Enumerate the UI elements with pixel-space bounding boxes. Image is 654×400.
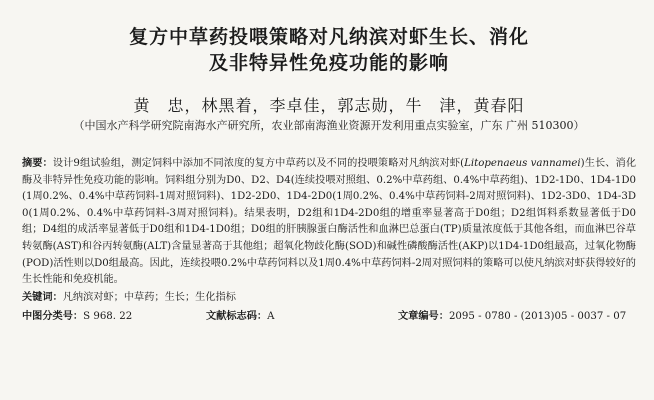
keywords — [22, 289, 636, 306]
abstract-label: 摘要： — [22, 158, 53, 169]
document-code — [206, 308, 398, 325]
clc-number — [22, 308, 206, 325]
metadata-row — [22, 308, 636, 325]
title-line-1: 复方中草药投喂策略对凡纳滨对虾生长、消化 — [128, 26, 529, 48]
abstract-text-1: 设计9组试验组，测定饲料中添加不同浓度的复方中草药以及不同的投喂策略对凡纳滨对虾( — [52, 158, 465, 169]
keywords-text: 凡纳滨对虾；中草药；生长；生化指标 — [62, 291, 236, 303]
article-number-value: 2095 - 0780 - (2013)05 - 0037 - 07 — [448, 310, 627, 322]
article-number — [398, 308, 636, 325]
clc-label: 中图分类号： — [22, 310, 84, 322]
clc-value: S 968. 22 — [83, 310, 133, 322]
doc-code-label: 文献标志码： — [206, 310, 268, 322]
abstract-latin-name: Litopenaeus vannamei — [464, 158, 581, 169]
affiliation: （中国水产科学研究院南海水产研究所，农业部南海渔业资源开发利用重点实验室，广东 广州 510300） — [73, 119, 585, 132]
title-line-2: 及非特异性免疫功能的影响 — [208, 52, 449, 74]
abstract — [22, 156, 636, 289]
abstract-text-2: )生长、消化酶及非特异性免疫功能的影响。饲料组分别为D0、D2、D4(连续投喂对照组、0.2%中草药组、0.4%中草药组)、1D2-1D0、1D4-1D0(1周0.2%、0.4%中草药饲料-1周对照饲料)、1D2-2D0、1D4-2D0(1周0.2%、0.4%中草药饲料-2周对照饲料)、1D2-3D0、1D4-3D0(1周0.2%、0.4%中草药饲料-3周对照饲料)。结果表明，D2组和1D4-2D0组的增重率显著高于D0组；D2组饵料系数显著低于D0组；D4组的成活率显著低于D0组和1D4-1D0组；D0组的肝胰腺蛋白酶活性和血淋巴总蛋白(TP)质量浓度低于其他各组，而血淋巴谷草转氨酶(AST)和谷丙转氨酶(ALT)含量显著高于其他组；超氧化物歧化酶(SOD)和碱性磷酸酶活性(AKP)以1D4-1D0组最高，过氧化物酶(POD)活性则以D0组最高。因此，连续投喂0.2%中草药饲料以及1周0.4%中草药饲料-2周对照饲料的策略可以使凡纳滨对虾获得较好的生长性能和免疫机能。 — [22, 158, 637, 286]
doc-code-value: A — [267, 310, 275, 322]
paper-title — [22, 24, 636, 76]
author-list: 黄 忠，林黑着，李卓佳，郭志勋，牛 津，黄春阳 — [133, 96, 525, 115]
article-number-label: 文章编号： — [398, 310, 449, 322]
keywords-label: 关键词： — [22, 291, 63, 303]
